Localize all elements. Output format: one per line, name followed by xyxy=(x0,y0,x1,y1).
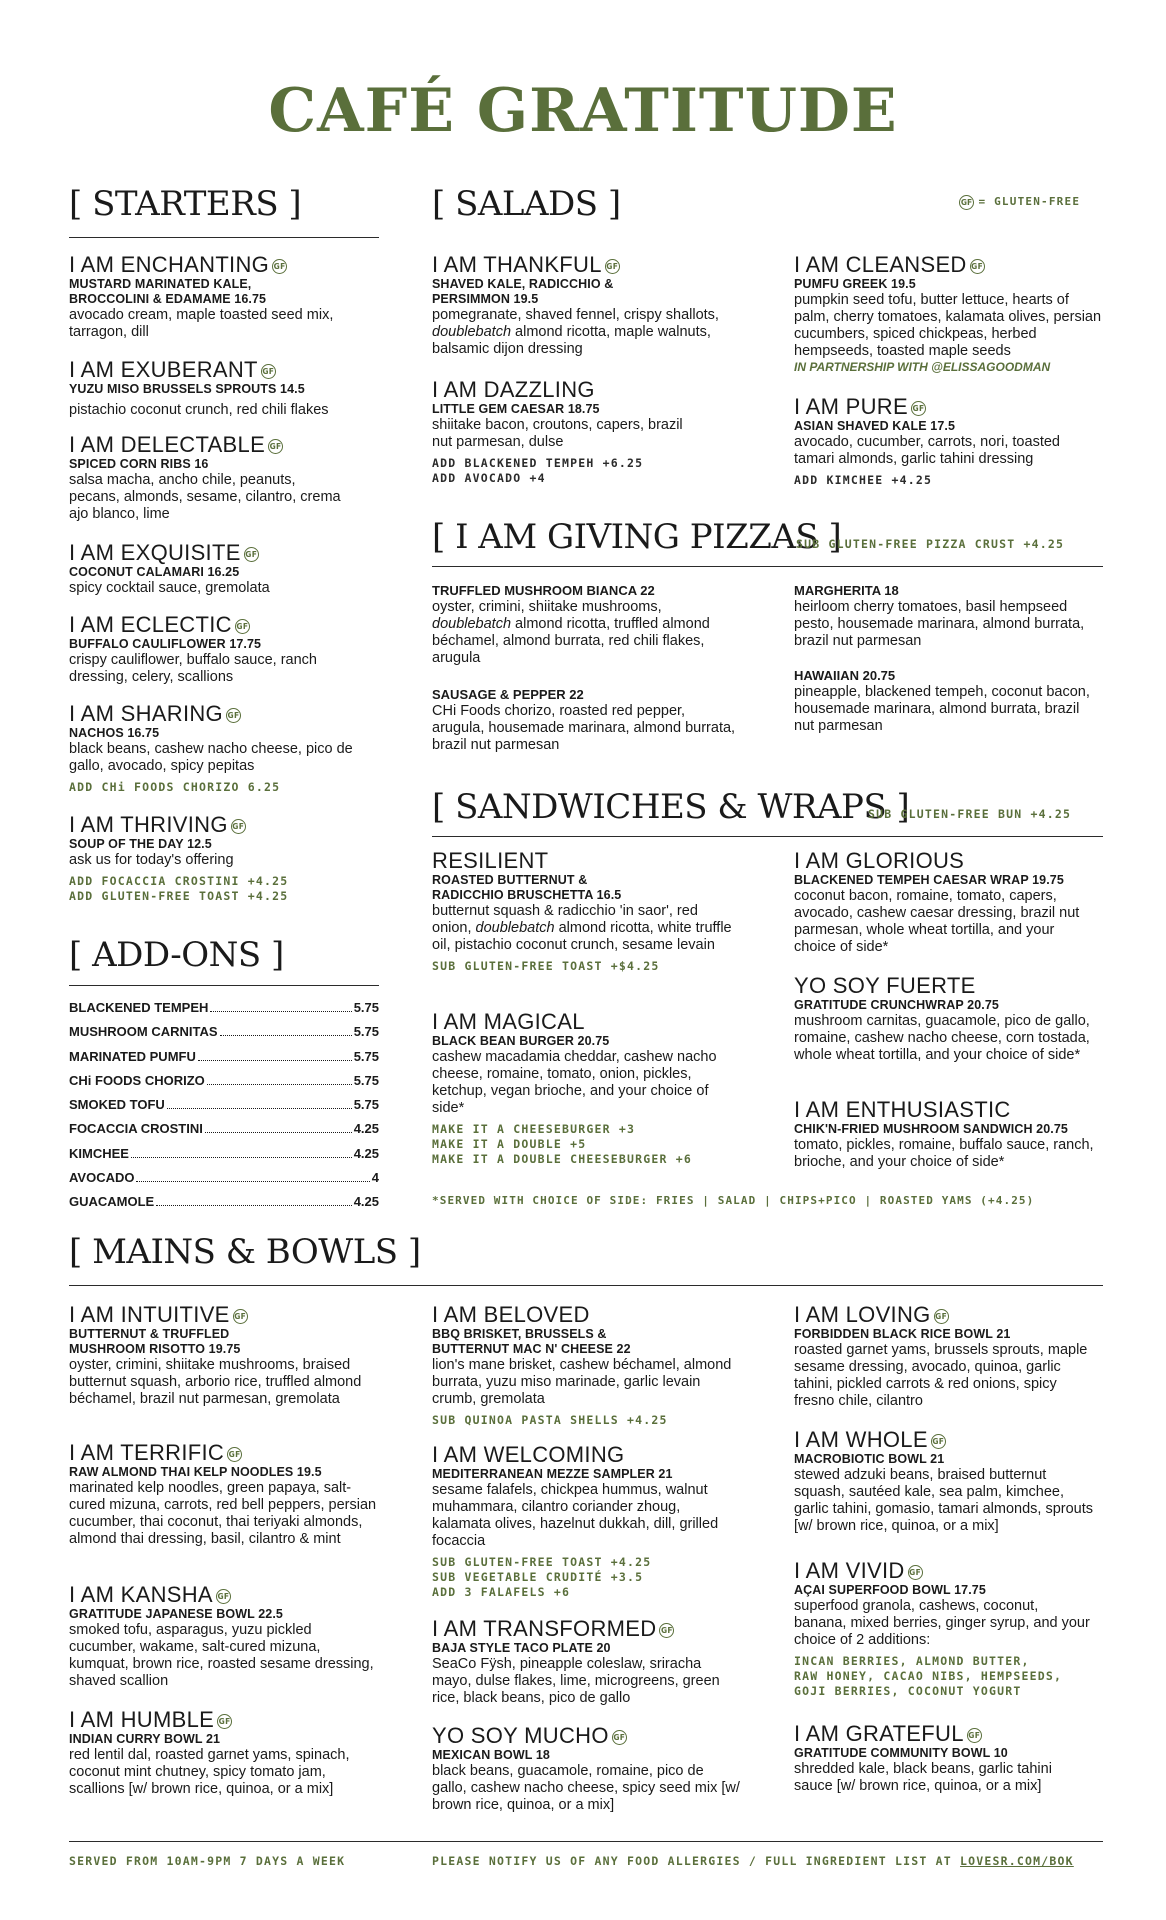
gluten-free-icon: GF xyxy=(261,364,276,379)
menu-item xyxy=(432,1617,742,1707)
dish-description: black beans, cashew nacho cheese, pico de gallo, avocado, spicy pepitas xyxy=(69,741,353,774)
section-title-salads: [ SALADS ] xyxy=(432,184,621,224)
addon-label: SMOKED TOFU xyxy=(69,1097,165,1113)
menu-item xyxy=(794,395,1104,488)
item-name: I AM GRATEFUL xyxy=(794,1721,964,1746)
item-name: I AM INTUITIVE xyxy=(69,1302,230,1327)
menu-item xyxy=(794,583,1094,650)
dish-description: shredded kale, black beans, garlic tahini sauce [w/ brown rice, quinoa, or a mix] xyxy=(794,1761,1052,1794)
menu-item xyxy=(69,702,379,795)
menu-item xyxy=(69,433,379,523)
section-rule xyxy=(69,237,379,238)
addon-price: 4.25 xyxy=(353,1145,379,1161)
addon-row xyxy=(69,1000,379,1024)
gluten-free-icon: GF xyxy=(216,1589,231,1604)
section-rule xyxy=(432,566,1103,567)
add-on-option: ADD KIMCHEE +4.25 xyxy=(794,473,933,487)
item-name: I AM THRIVING xyxy=(69,812,228,837)
menu-item xyxy=(432,687,737,754)
service-hours: SERVED FROM 10AM-9PM 7 DAYS A WEEK xyxy=(69,1854,346,1868)
allergy-notice: PLEASE NOTIFY US OF ANY FOOD ALLERGIES / FULL INGREDIENT LIST AT LOVESR.COM/BOK xyxy=(432,1854,1074,1868)
add-on-option: MAKE IT A CHEESEBURGER +3 xyxy=(432,1122,636,1136)
menu-item xyxy=(794,1098,1104,1171)
dish-title: MEXICAN BOWL 18 xyxy=(432,1748,550,1762)
item-name: I AM HUMBLE xyxy=(69,1707,215,1732)
dish-title: MUSTARD MARINATED KALE, BROCCOLINI & EDAMAME 16.75 xyxy=(69,277,267,306)
gluten-free-icon: GF xyxy=(959,195,974,210)
gluten-free-icon: GF xyxy=(605,259,620,274)
footer-rule xyxy=(69,1841,1103,1842)
item-name: I AM ECLECTIC xyxy=(69,612,232,637)
addon-label: MARINATED PUMFU xyxy=(69,1048,196,1064)
dish-title: BAJA STYLE TACO PLATE 20 xyxy=(432,1641,611,1655)
gluten-free-legend xyxy=(959,192,1080,210)
item-name: I AM TRANSFORMED xyxy=(432,1616,657,1641)
gluten-free-icon: GF xyxy=(217,1714,232,1729)
add-on-option: MAKE IT A DOUBLE CHEESEBURGER +6 xyxy=(432,1152,692,1166)
menu-item xyxy=(794,1722,1104,1795)
dish-title: GRATITUDE COMMUNITY BOWL 10 xyxy=(794,1746,1008,1760)
add-on-option: SUB GLUTEN-FREE TOAST +4.25 xyxy=(432,1555,652,1569)
menu-item xyxy=(432,1303,742,1428)
addon-label: MUSHROOM CARNITAS xyxy=(69,1024,218,1040)
menu-item xyxy=(69,1583,379,1690)
section-title-addons: [ ADD-ONS ] xyxy=(69,935,284,975)
gluten-free-icon: GF xyxy=(967,1728,982,1743)
item-name: I AM EXQUISITE xyxy=(69,540,241,565)
menu-item xyxy=(432,1443,742,1600)
dish-description: sesame falafels, chickpea hummus, walnut muhammara, cilantro coriander zhoug, kalamata olives, hazelnut dukkah, dill, grilled focaccia xyxy=(432,1482,719,1549)
item-name: I AM SHARING xyxy=(69,701,223,726)
addon-label: FOCACCIA CROSTINI xyxy=(69,1121,203,1137)
dish-title: SHAVED KALE, RADICCHIO & PERSIMMON 19.5 xyxy=(432,277,614,306)
dish-title: ROASTED BUTTERNUT & RADICCHIO BRUSCHETTA 16.5 xyxy=(432,873,622,902)
dish-title: BLACKENED TEMPEH CAESAR WRAP 19.75 xyxy=(794,873,1064,887)
dish-title: FORBIDDEN BLACK RICE BOWL 21 xyxy=(794,1327,1011,1341)
menu-item xyxy=(432,253,732,358)
add-on-option: ADD 3 FALAFELS +6 xyxy=(432,1585,571,1599)
dish-title: YUZU MISO BRUSSELS SPROUTS 14.5 xyxy=(69,382,305,396)
menu-item xyxy=(432,849,737,974)
addon-row xyxy=(69,1073,379,1097)
dish-description: pomegranate, shaved fennel, crispy shallots, doublebatch almond ricotta, maple walnuts, balsamic dijon dressing xyxy=(432,307,719,357)
add-on-option: ADD BLACKENED TEMPEH +6.25 xyxy=(432,456,644,470)
item-name: I AM ENCHANTING xyxy=(69,252,270,277)
dish-description: superfood granola, cashews, coconut, banana, mixed berries, ginger syrup, and your choice of 2 additions: xyxy=(794,1598,1090,1648)
add-on-option: SUB QUINOA PASTA SHELLS +4.25 xyxy=(432,1413,668,1427)
section-title-sandwiches: [ SANDWICHES & WRAPS ] xyxy=(432,787,910,827)
menu-item xyxy=(69,541,379,597)
dish-description: black beans, guacamole, romaine, pico de gallo, cashew nacho cheese, spicy seed mix [w/ brown rice, quinoa, or a mix] xyxy=(432,1763,740,1813)
item-name: I AM CLEANSED xyxy=(794,252,967,277)
item-name: I AM BELOVED xyxy=(432,1302,590,1327)
menu-item xyxy=(794,1303,1104,1410)
add-on-option: GOJI BERRIES, COCONUT YOGURT xyxy=(794,1684,1022,1698)
addon-price: 4.25 xyxy=(353,1194,379,1210)
dish-title: BLACK BEAN BURGER 20.75 xyxy=(432,1034,610,1048)
dish-description: cashew macadamia cheddar, cashew nacho cheese, romaine, tomato, onion, pickles, ketchup, vegan brioche, and your choice of side* xyxy=(432,1049,717,1116)
addon-price: 4.25 xyxy=(353,1121,379,1137)
add-on-option: ADD FOCACCIA CROSTINI +4.25 xyxy=(69,874,289,888)
section-rule xyxy=(69,985,379,986)
gluten-free-icon: GF xyxy=(231,819,246,834)
gluten-free-icon: GF xyxy=(612,1730,627,1745)
menu-item xyxy=(794,849,1104,956)
addon-price: 5.75 xyxy=(353,1048,379,1064)
dish-title: GRATITUDE CRUNCHWRAP 20.75 xyxy=(794,998,999,1012)
item-name: I AM THANKFUL xyxy=(432,252,602,277)
pizza-name: SAUSAGE & PEPPER 22 xyxy=(432,687,584,702)
addon-row xyxy=(69,1121,379,1145)
item-name: I AM TERRIFIC xyxy=(69,1440,225,1465)
section-rule xyxy=(69,1285,1103,1286)
addon-label: CHi FOODS CHORIZO xyxy=(69,1072,205,1088)
item-name: I AM VIVID xyxy=(794,1558,905,1583)
dish-title: BUTTERNUT & TRUFFLED MUSHROOM RISOTTO 19.75 xyxy=(69,1327,241,1356)
item-name: RESILIENT xyxy=(432,848,549,873)
menu-item xyxy=(69,1708,379,1798)
dish-description: avocado, cucumber, carrots, nori, toasted tamari almonds, garlic tahini dressing xyxy=(794,434,1060,467)
addon-row xyxy=(69,1170,379,1194)
partnership-note: IN PARTNERSHIP WITH @ELISSAGOODMAN xyxy=(794,360,1051,374)
dish-title: INDIAN CURRY BOWL 21 xyxy=(69,1732,221,1746)
pizza-name: TRUFFLED MUSHROOM BIANCA 22 xyxy=(432,583,655,598)
gluten-free-icon: GF xyxy=(970,259,985,274)
gluten-free-icon: GF xyxy=(931,1434,946,1449)
menu-item xyxy=(69,358,379,419)
menu-item xyxy=(794,1428,1104,1535)
dish-description: tomato, pickles, romaine, buffalo sauce, ranch, brioche, and your choice of side* xyxy=(794,1137,1094,1170)
menu-item xyxy=(432,583,737,667)
gluten-free-icon: GF xyxy=(244,547,259,562)
gluten-free-icon: GF xyxy=(235,619,250,634)
menu-item xyxy=(794,1559,1104,1699)
menu-item xyxy=(432,378,732,486)
addon-price: 5.75 xyxy=(353,1097,379,1113)
add-on-option: ADD AVOCADO +4 xyxy=(432,471,546,485)
add-on-option: RAW HONEY, CACAO NIBS, HEMPSEEDS, xyxy=(794,1669,1063,1683)
dish-description: red lentil dal, roasted garnet yams, spinach, coconut mint chutney, spicy tomato jam, scallions [w/ brown rice, quinoa, or a mix] xyxy=(69,1747,350,1797)
item-name: I AM ENTHUSIASTIC xyxy=(794,1097,1011,1122)
gluten-free-icon: GF xyxy=(272,259,287,274)
dish-description: crispy cauliflower, buffalo sauce, ranch dressing, celery, scallions xyxy=(69,652,317,685)
add-on-option: SUB GLUTEN-FREE TOAST +$4.25 xyxy=(432,959,660,973)
addon-price: 4 xyxy=(371,1170,379,1186)
addon-row xyxy=(69,1024,379,1048)
dish-description: SeaCo Fÿsh, pineapple coleslaw, sriracha mayo, dulse flakes, lime, microgreens, green rice, black beans, pico de gallo xyxy=(432,1656,720,1706)
gluten-free-icon: GF xyxy=(233,1309,248,1324)
side-choice-note: *SERVED WITH CHOICE OF SIDE: FRIES | SALAD | CHIPS+PICO | ROASTED YAMS (+4.25) xyxy=(432,1194,1035,1207)
dish-description: pineapple, blackened tempeh, coconut bacon, housemade marinara, almond burrata, brazil nut parmesan xyxy=(794,684,1090,734)
menu-item xyxy=(794,668,1094,735)
item-name: I AM EXUBERANT xyxy=(69,357,258,382)
add-on-option: SUB VEGETABLE CRUDITÉ +3.5 xyxy=(432,1570,644,1584)
menu-item xyxy=(69,1303,379,1408)
gluten-free-icon: GF xyxy=(911,401,926,416)
addon-row xyxy=(69,1146,379,1170)
menu-item xyxy=(794,974,1104,1064)
dish-title: AÇAI SUPERFOOD BOWL 17.75 xyxy=(794,1583,986,1597)
dish-title: BUFFALO CAULIFLOWER 17.75 xyxy=(69,637,262,651)
dish-description: butternut squash & radicchio 'in saor', red onion, doublebatch almond ricotta, white truffle oil, pistachio coconut crunch, sesame levain xyxy=(432,903,732,953)
dish-title: NACHOS 16.75 xyxy=(69,726,160,740)
item-name: I AM WHOLE xyxy=(794,1427,928,1452)
addon-row xyxy=(69,1097,379,1121)
item-name: I AM KANSHA xyxy=(69,1582,213,1607)
dish-title: CHIK'N-FRIED MUSHROOM SANDWICH 20.75 xyxy=(794,1122,1068,1136)
section-rule xyxy=(432,836,1103,837)
add-on-option: MAKE IT A DOUBLE +5 xyxy=(432,1137,587,1151)
addon-price: 5.75 xyxy=(353,1000,379,1015)
bun-note: SUB GLUTEN-FREE BUN +4.25 xyxy=(868,807,1072,821)
menu-item xyxy=(69,613,379,686)
dish-description: lion's mane brisket, cashew béchamel, almond burrata, yuzu miso marinade, garlic levain crumb, gremolata xyxy=(432,1357,732,1407)
dish-description: pistachio coconut crunch, red chili flakes xyxy=(69,402,329,418)
add-on-option: ADD CHi FOODS CHORIZO 6.25 xyxy=(69,780,281,794)
addon-price: 5.75 xyxy=(353,1072,379,1088)
addon-label: GUACAMOLE xyxy=(69,1194,155,1210)
menu-item xyxy=(432,1010,742,1167)
dish-title: MACROBIOTIC BOWL 21 xyxy=(794,1452,945,1466)
menu-item xyxy=(794,253,1104,374)
menu-item xyxy=(69,1441,379,1548)
dish-title: ASIAN SHAVED KALE 17.5 xyxy=(794,419,956,433)
dish-description: pumpkin seed tofu, butter lettuce, hearts of palm, cherry tomatoes, kalamata olives, persian cucumbers, spiced chickpeas, herbed hempseeds, toasted maple seeds xyxy=(794,292,1102,359)
dish-description: roasted garnet yams, brussels sprouts, maple sesame dressing, avocado, quinoa, garlic tahini, pickled carrots & red onions, spicy fresno chile, cilantro xyxy=(794,1342,1088,1409)
addon-label: AVOCADO xyxy=(69,1170,135,1186)
menu-item xyxy=(69,813,379,904)
ingredient-list-link[interactable]: LOVESR.COM/BOK xyxy=(960,1854,1074,1868)
item-name: YO SOY MUCHO xyxy=(432,1723,609,1748)
pizza-name: HAWAIIAN 20.75 xyxy=(794,668,896,683)
gluten-free-icon: GF xyxy=(908,1565,923,1580)
dish-description: stewed adzuki beans, braised butternut squash, sautéed kale, sea palm, kimchee, garlic tahini, gomasio, tamari almonds, sprouts [w/ brown rice, quinoa, or a mix] xyxy=(794,1467,1093,1534)
section-title-starters: [ STARTERS ] xyxy=(69,184,302,224)
section-title-pizzas: [ I AM GIVING PIZZAS ] xyxy=(432,517,842,557)
addon-label: BLACKENED TEMPEH xyxy=(69,1000,209,1015)
addons-list xyxy=(69,1000,379,1219)
item-name: YO SOY FUERTE xyxy=(794,973,976,998)
menu-item xyxy=(432,1724,742,1814)
dish-description: oyster, crimini, shiitake mushrooms, doublebatch almond ricotta, truffled almond béchamel, almond burrata, red chili flakes, arugula xyxy=(432,599,710,666)
addon-price: 5.75 xyxy=(353,1024,379,1040)
dish-title: MEDITERRANEAN MEZZE SAMPLER 21 xyxy=(432,1467,673,1481)
dish-description: avocado cream, maple toasted seed mix, tarragon, dill xyxy=(69,307,334,340)
item-name: I AM GLORIOUS xyxy=(794,848,965,873)
dish-description: marinated kelp noodles, green papaya, salt-cured mizuna, carrots, red bell peppers, persian cucumber, thai coconut, thai teriyaki almonds, almond thai dressing, basil, cilantro & mint xyxy=(69,1480,377,1547)
item-name: I AM PURE xyxy=(794,394,908,419)
dish-title: SOUP OF THE DAY 12.5 xyxy=(69,837,212,851)
dish-title: SPICED CORN RIBS 16 xyxy=(69,457,209,471)
addon-row xyxy=(69,1049,379,1073)
pizza-name: MARGHERITA 18 xyxy=(794,583,899,598)
item-name: I AM DELECTABLE xyxy=(69,432,266,457)
pizza-crust-note: SUB GLUTEN-FREE PIZZA CRUST +4.25 xyxy=(796,537,1065,551)
dish-title: BBQ BRISKET, BRUSSELS & BUTTERNUT MAC N' CHEESE 22 xyxy=(432,1327,631,1356)
brand-title: CAFÉ GRATITUDE xyxy=(268,76,898,146)
addon-label: KIMCHEE xyxy=(69,1145,129,1161)
item-name: I AM WELCOMING xyxy=(432,1442,625,1467)
dish-description: ask us for today's offering xyxy=(69,852,234,868)
dish-title: GRATITUDE JAPANESE BOWL 22.5 xyxy=(69,1607,283,1621)
dish-description: smoked tofu, asparagus, yuzu pickled cucumber, wakame, salt-cured mizuna, kumquat, brown rice, roasted sesame dressing, shaved scallion xyxy=(69,1622,374,1689)
dish-title: COCONUT CALAMARI 16.25 xyxy=(69,565,240,579)
dish-description: coconut bacon, romaine, tomato, capers, avocado, cashew caesar dressing, brazil nut parmesan, whole wheat tortilla, and your choice of side* xyxy=(794,888,1080,955)
gluten-free-icon: GF xyxy=(659,1623,674,1638)
gluten-free-icon: GF xyxy=(227,1447,242,1462)
menu-item xyxy=(69,253,379,341)
add-on-option: ADD GLUTEN-FREE TOAST +4.25 xyxy=(69,889,289,903)
gluten-free-icon: GF xyxy=(268,439,283,454)
gluten-free-icon: GF xyxy=(226,708,241,723)
dish-description: spicy cocktail sauce, gremolata xyxy=(69,580,270,596)
dish-description: CHi Foods chorizo, roasted red pepper, arugula, housemade marinara, almond burrata, brazil nut parmesan xyxy=(432,703,736,753)
addon-row xyxy=(69,1194,379,1218)
dish-description: heirloom cherry tomatoes, basil hempseed pesto, housemade marinara, almond burrata, brazil nut parmesan xyxy=(794,599,1085,649)
dish-title: LITTLE GEM CAESAR 18.75 xyxy=(432,402,600,416)
dish-title: RAW ALMOND THAI KELP NOODLES 19.5 xyxy=(69,1465,322,1479)
section-title-mains: [ MAINS & BOWLS ] xyxy=(69,1232,421,1272)
item-name: I AM MAGICAL xyxy=(432,1009,585,1034)
add-on-option: INCAN BERRIES, ALMOND BUTTER, xyxy=(794,1654,1030,1668)
dish-description: mushroom carnitas, guacamole, pico de gallo, romaine, cashew nacho cheese, corn tostada, whole wheat tortilla, and your choice of side* xyxy=(794,1013,1090,1063)
dish-title: PUMFU GREEK 19.5 xyxy=(794,277,916,291)
gluten-free-icon: GF xyxy=(934,1309,949,1324)
item-name: I AM DAZZLING xyxy=(432,377,595,402)
legend-text: = GLUTEN-FREE xyxy=(978,195,1081,208)
dish-description: salsa macha, ancho chile, peanuts, pecans, almonds, sesame, cilantro, crema ajo blanco, lime xyxy=(69,472,341,522)
item-name: I AM LOVING xyxy=(794,1302,931,1327)
dish-description: oyster, crimini, shiitake mushrooms, braised butternut squash, arborio rice, truffled almond béchamel, brazil nut parmesan, gremolata xyxy=(69,1357,362,1407)
dish-description: shiitake bacon, croutons, capers, brazil nut parmesan, dulse xyxy=(432,417,683,450)
